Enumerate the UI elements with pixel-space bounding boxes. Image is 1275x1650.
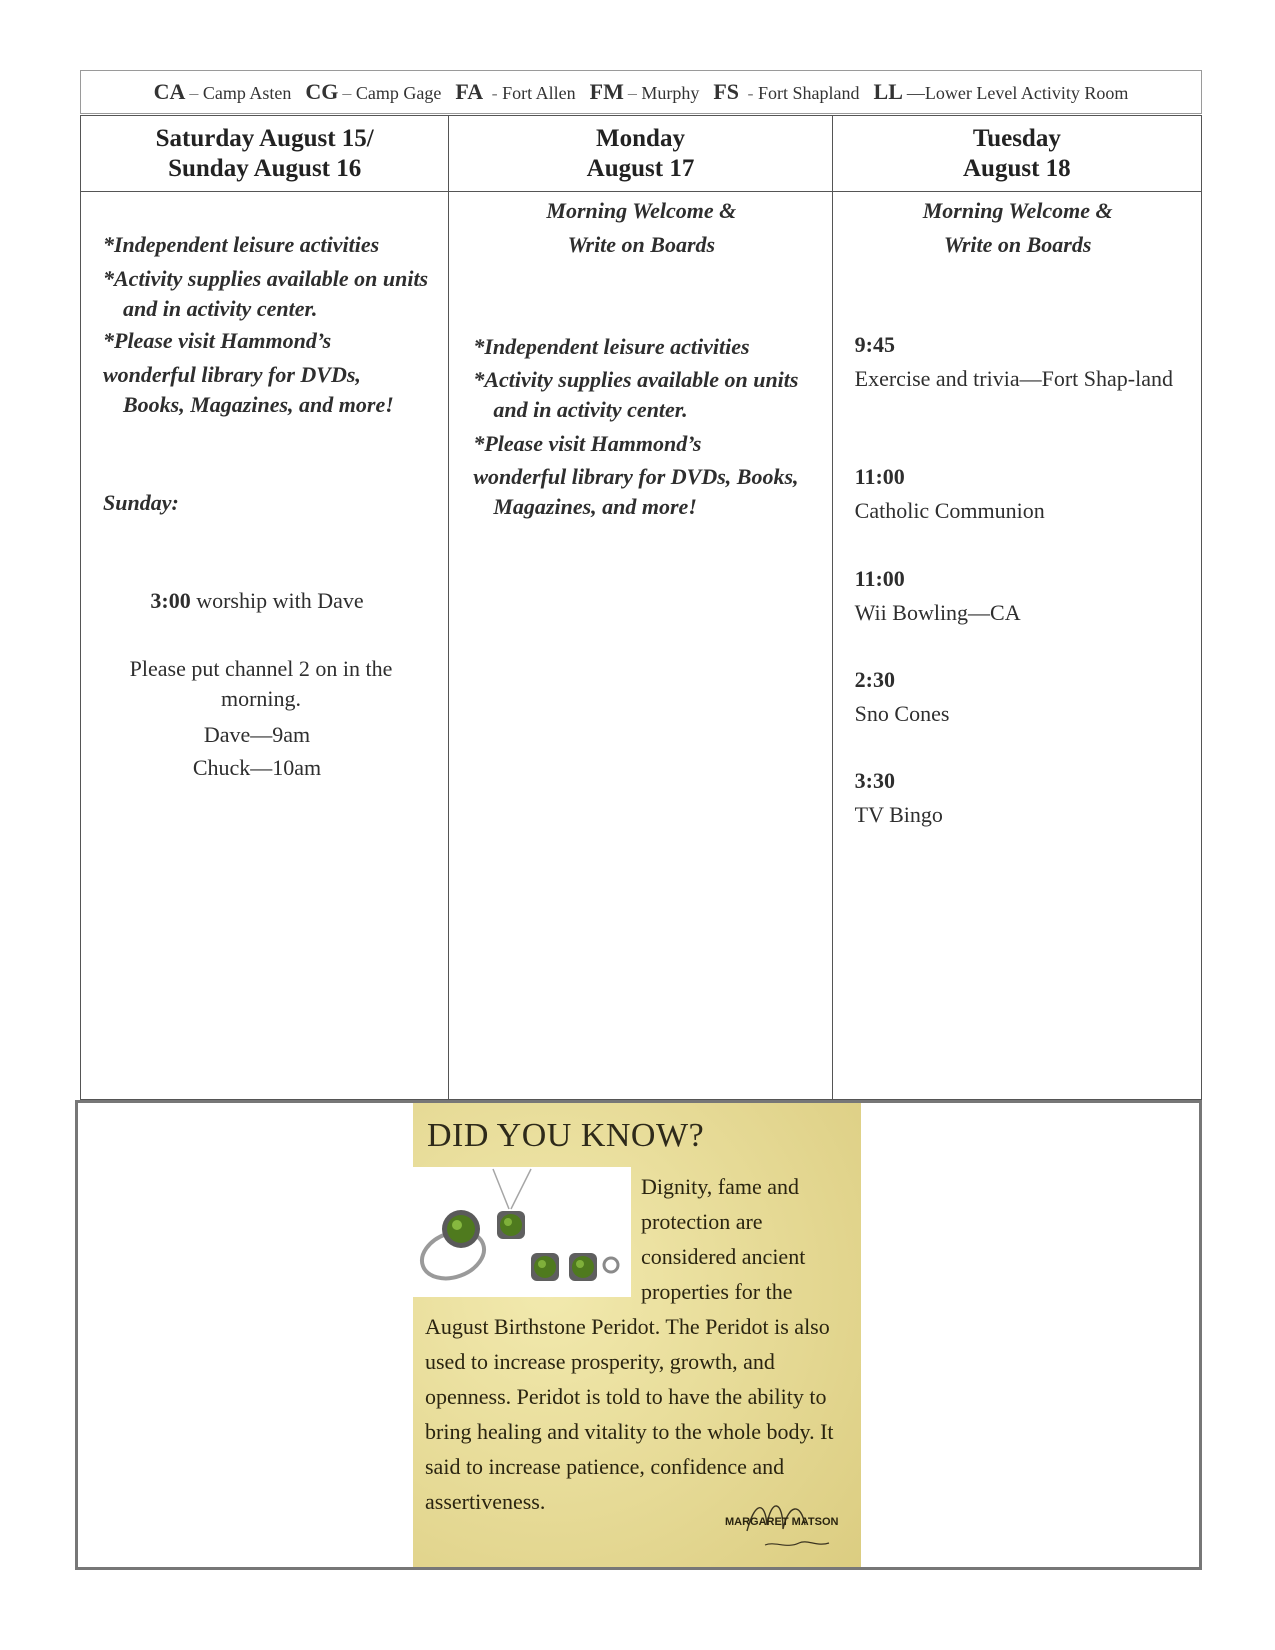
header-line-2: August 18: [962, 154, 1071, 182]
column-header-tuesday: [833, 116, 1201, 192]
header-line-2: August 17: [586, 154, 695, 182]
event-title: Wii Bowling—CA: [854, 600, 1021, 625]
schedule-table: [80, 115, 1202, 1100]
column-header-saturday-sunday: [81, 116, 448, 192]
event-time: 3:30: [854, 768, 895, 793]
chuck-time: Chuck—10am: [192, 755, 322, 780]
library-text-2: wonderful library for DVDs, Books, Magazines, and more!: [103, 362, 394, 417]
worship-time: 3:00: [150, 588, 191, 613]
column-saturday-sunday: [81, 116, 448, 1099]
library-text-1: *Please visit Hammond’s: [473, 431, 702, 456]
write-on-boards: Write on Boards: [943, 232, 1092, 257]
location-legend: [80, 70, 1202, 114]
legend-ca: CA – Camp Asten: [153, 79, 292, 104]
jeweler-logo-icon: [725, 1495, 855, 1553]
supplies-text: *Activity supplies available on units and in activity center.: [103, 266, 429, 321]
header-line-2: Sunday August 16: [168, 154, 362, 182]
column-header-monday: [449, 116, 831, 192]
legend-fs: FS - Fort Shapland: [713, 79, 860, 104]
sunday-label: Sunday:: [103, 490, 179, 515]
event-title: TV Bingo: [854, 802, 943, 827]
channel-note: Please put channel 2 on in the morning.: [129, 656, 393, 711]
write-on-boards: Write on Boards: [567, 232, 716, 257]
leisure-activities-text: *Independent leisure activities: [103, 232, 380, 257]
legend-fa: FA - Fort Allen: [455, 79, 576, 104]
worship-text: worship with Dave: [190, 588, 364, 613]
event-title: Exercise and trivia—Fort Shap-land: [854, 366, 1173, 391]
header-line-1: Tuesday: [972, 124, 1061, 152]
birthstone-text: Dignity, fame and protection are considered ancient properties for the August Birthstone Peridot. The Peridot is also used to increase prosperity, growth, and openness. Peridot is told to have the ability to bring healing and vitality to the whole body. It said to increase patience, confidence and assertiveness.: [425, 1174, 834, 1514]
header-line-1: Monday: [596, 124, 685, 152]
event-title: Sno Cones: [854, 701, 950, 726]
event-time: 2:30: [854, 667, 895, 692]
column-monday: [448, 116, 831, 1099]
supplies-text: *Activity supplies available on units and in activity center.: [473, 367, 799, 422]
dave-time: Dave—9am: [203, 722, 311, 747]
legend-ll: LL —Lower Level Activity Room: [873, 79, 1129, 104]
event-time: 11:00: [854, 464, 905, 489]
legend-fm: FM – Murphy: [589, 79, 700, 104]
column-tuesday: [832, 116, 1201, 1099]
jeweler-name: MARGARET MATSON: [725, 1516, 839, 1528]
event-time: 11:00: [854, 566, 905, 591]
leisure-activities-text: *Independent leisure activities: [473, 334, 750, 359]
event-title: Catholic Communion: [854, 498, 1045, 523]
header-line-1: Saturday August 15/: [155, 124, 374, 152]
library-text-2: wonderful library for DVDs, Books, Magazines, and more!: [473, 464, 799, 519]
did-you-know-title: DID YOU KNOW?: [427, 1117, 705, 1154]
event-time: 9:45: [854, 332, 895, 357]
morning-welcome: Morning Welcome &: [546, 198, 737, 223]
worship-line: [81, 586, 433, 616]
did-you-know-panel: [413, 1103, 861, 1567]
birthstone-paragraph: [425, 1169, 853, 1519]
library-text-1: *Please visit Hammond’s: [103, 328, 332, 353]
margaret-matson-logo: [725, 1495, 855, 1553]
legend-cg: CG – Camp Gage: [305, 79, 442, 104]
morning-welcome: Morning Welcome &: [922, 198, 1113, 223]
